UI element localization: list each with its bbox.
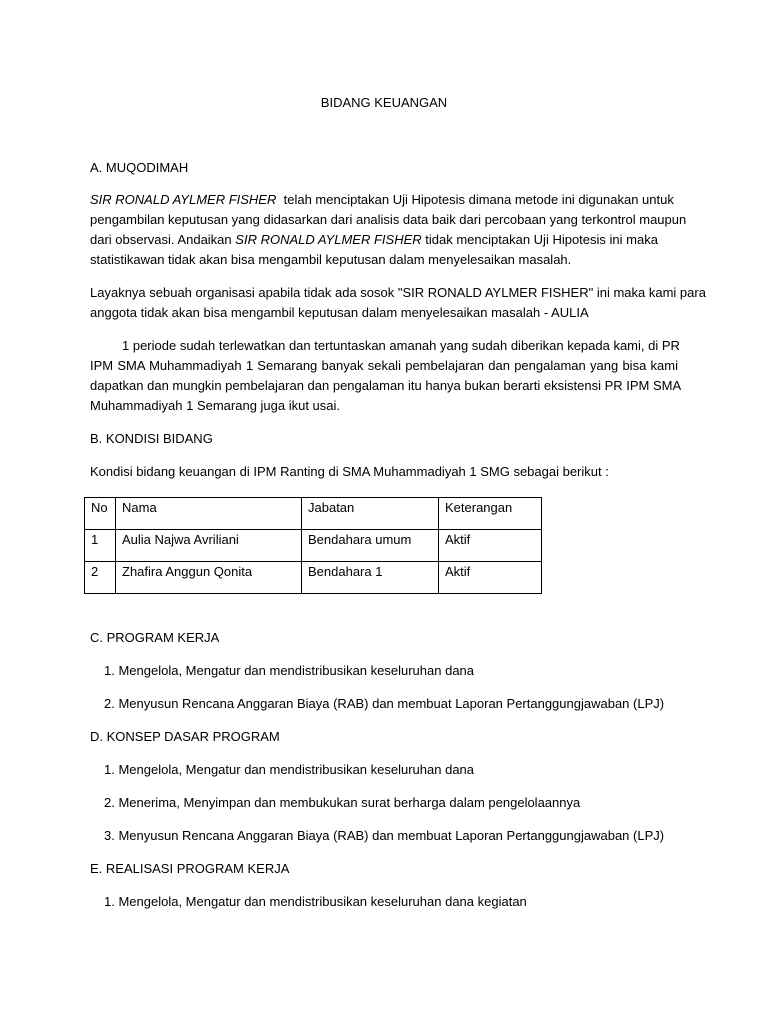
section-d-heading: D. KONSEP DASAR PROGRAM (90, 729, 280, 744)
section-b-heading: B. KONDISI BIDANG (90, 431, 213, 446)
table-row (85, 530, 542, 562)
members-table (84, 497, 542, 594)
para1-line4: statistikawan tidak akan bisa mengambil keputusan dalam menyelesaikan masalah. (90, 252, 572, 267)
para3-line3: dapatkan dan mungkin pembelajaran dan pengalaman itu hanya bukan berarti eksistensi PR IPM SMA (90, 378, 682, 393)
list-item: 2. Menerima, Menyimpan dan membukukan surat berharga dalam pengelolaannya (104, 795, 581, 810)
section-e-heading: E. REALISASI PROGRAM KERJA (90, 861, 290, 876)
para3-line2: IPM SMA Muhammadiyah 1 Semarang banyak sekali pembelajaran dan pengalaman yang bisa kami (90, 358, 678, 373)
table-row (85, 562, 542, 594)
list-item: 1. Mengelola, Mengatur dan mendistribusikan keseluruhan dana kegiatan (104, 894, 527, 909)
section-a-heading: A. MUQODIMAH (90, 160, 189, 175)
cell-jabatan: Bendahara 1 (302, 562, 439, 594)
list-item: 2. Menyusun Rencana Anggaran Biaya (RAB) dan membuat Laporan Pertanggungjawaban (LPJ) (104, 696, 665, 711)
cell-nama: Aulia Najwa Avriliani (116, 530, 302, 562)
section-b-intro: Kondisi bidang keuangan di IPM Ranting di SMA Muhammadiyah 1 SMG sebagai berikut : (90, 464, 609, 479)
header-no: No (85, 498, 116, 530)
list-item: 1. Mengelola, Mengatur dan mendistribusikan keseluruhan dana (104, 663, 475, 678)
cell-nama: Zhafira Anggun Qonita (116, 562, 302, 594)
para1-line1-text: telah menciptakan Uji Hipotesis dimana metode ini digunakan untuk (283, 192, 674, 207)
cell-jabatan: Bendahara umum (302, 530, 439, 562)
cell-keterangan: Aktif (439, 530, 542, 562)
header-jabatan: Jabatan (302, 498, 439, 530)
cell-no: 2 (85, 562, 116, 594)
cell-no: 1 (85, 530, 116, 562)
header-keterangan: Keterangan (439, 498, 542, 530)
cell-keterangan: Aktif (439, 562, 542, 594)
list-item: 1. Mengelola, Mengatur dan mendistribusikan keseluruhan dana (104, 762, 475, 777)
fisher-name: SIR RONALD AYLMER FISHER (235, 232, 422, 247)
document-title: BIDANG KEUANGAN (320, 95, 448, 110)
para2-line1: Layaknya sebuah organisasi apabila tidak ada sosok "SIR RONALD AYLMER FISHER" ini maka kami para (90, 285, 706, 300)
para1-line3 (90, 232, 678, 248)
header-nama: Nama (116, 498, 302, 530)
list-item: 3. Menyusun Rencana Anggaran Biaya (RAB) dan membuat Laporan Pertanggungjawaban (LPJ) (104, 828, 665, 843)
para1-line3-pre: dari observasi. Andaikan (90, 232, 232, 247)
section-c-heading: C. PROGRAM KERJA (90, 630, 220, 645)
para3-line1: 1 periode sudah terlewatkan dan tertuntaskan amanah yang sudah diberikan kepada kami, di PR (122, 338, 680, 353)
table-header-row (85, 498, 542, 530)
para1-line3-post: tidak menciptakan Uji Hipotesis ini maka (425, 232, 658, 247)
para1-line1 (90, 192, 678, 208)
fisher-name: SIR RONALD AYLMER FISHER (90, 192, 277, 207)
para1-line2: pengambilan keputusan yang didasarkan dari analisis data baik dari percobaan yang terkontrol maupun (90, 212, 687, 227)
para3-line4: Muhammadiyah 1 Semarang juga ikut usai. (90, 398, 341, 413)
para2-line2: anggota tidak akan bisa mengambil keputusan dalam menyelesaikan masalah - AULIA (90, 305, 589, 320)
